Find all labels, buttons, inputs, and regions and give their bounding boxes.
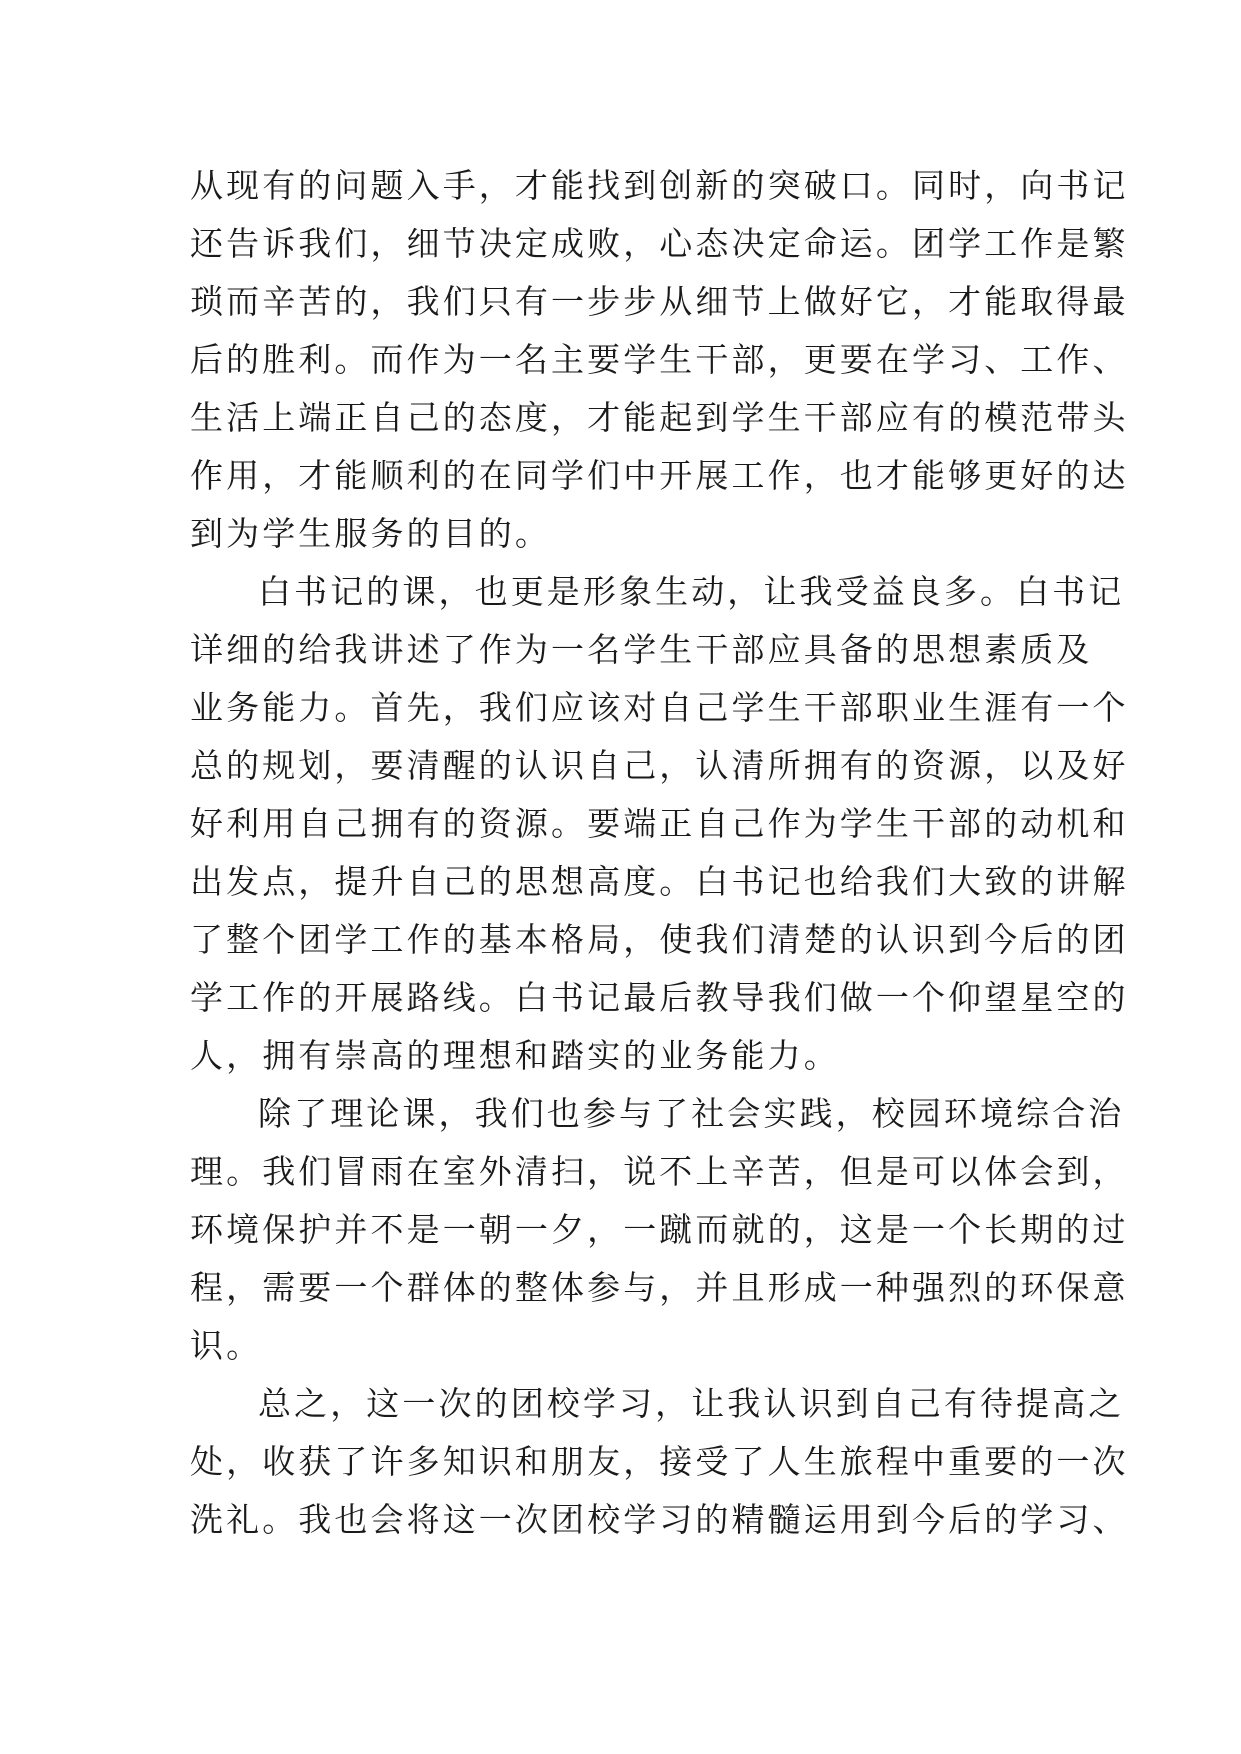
text-line: 从现有的问题入手，才能找到创新的突破口。同时，向书记 bbox=[190, 166, 1129, 205]
text-line: 环境保护并不是一朝一夕，一蹴而就的，这是一个长期的过 bbox=[190, 1210, 1129, 1249]
text-line: 到为学生服务的目的。 bbox=[190, 514, 551, 553]
text-line: 理。我们冒雨在室外清扫，说不上辛苦，但是可以体会到， bbox=[190, 1152, 1129, 1191]
text-line: 琐而辛苦的，我们只有一步步从细节上做好它，才能取得最 bbox=[190, 282, 1129, 321]
paragraph-first-line: 白书记的课，也更是形象生动，让我受益良多。白书记 bbox=[258, 572, 1125, 611]
text-line: 生活上端正自己的态度，才能起到学生干部应有的模范带头 bbox=[190, 398, 1129, 437]
text-line: 好利用自己拥有的资源。要端正自己作为学生干部的动机和 bbox=[190, 804, 1129, 843]
paragraph-first-line: 除了理论课，我们也参与了社会实践，校园环境综合治 bbox=[258, 1094, 1125, 1133]
text-line: 业务能力。首先，我们应该对自己学生干部职业生涯有一个 bbox=[190, 688, 1129, 727]
text-line: 了整个团学工作的基本格局，使我们清楚的认识到今后的团 bbox=[190, 920, 1129, 959]
text-line: 识。 bbox=[190, 1326, 263, 1365]
text-line: 还告诉我们，细节决定成败，心态决定命运。团学工作是繁 bbox=[190, 224, 1129, 263]
text-line: 人，拥有崇高的理想和踏实的业务能力。 bbox=[190, 1036, 840, 1075]
text-line: 处，收获了许多知识和朋友，接受了人生旅程中重要的一次 bbox=[190, 1442, 1129, 1481]
paragraph-first-line: 总之，这一次的团校学习，让我认识到自己有待提高之 bbox=[258, 1384, 1125, 1423]
text-line: 出发点，提升自己的思想高度。白书记也给我们大致的讲解 bbox=[190, 862, 1129, 901]
text-line: 学工作的开展路线。白书记最后教导我们做一个仰望星空的 bbox=[190, 978, 1129, 1017]
text-line: 程，需要一个群体的整体参与，并且形成一种强烈的环保意 bbox=[190, 1268, 1129, 1307]
text-line: 作用，才能顺利的在同学们中开展工作，也才能够更好的达 bbox=[190, 456, 1129, 495]
text-line: 详细的给我讲述了作为一名学生干部应具备的思想素质及 bbox=[190, 630, 1093, 669]
text-line: 洗礼。我也会将这一次团校学习的精髓运用到今后的学习、 bbox=[190, 1500, 1129, 1539]
text-line: 总的规划，要清醒的认识自己，认清所拥有的资源，以及好 bbox=[190, 746, 1129, 785]
text-line: 后的胜利。而作为一名主要学生干部，更要在学习、工作、 bbox=[190, 340, 1129, 379]
